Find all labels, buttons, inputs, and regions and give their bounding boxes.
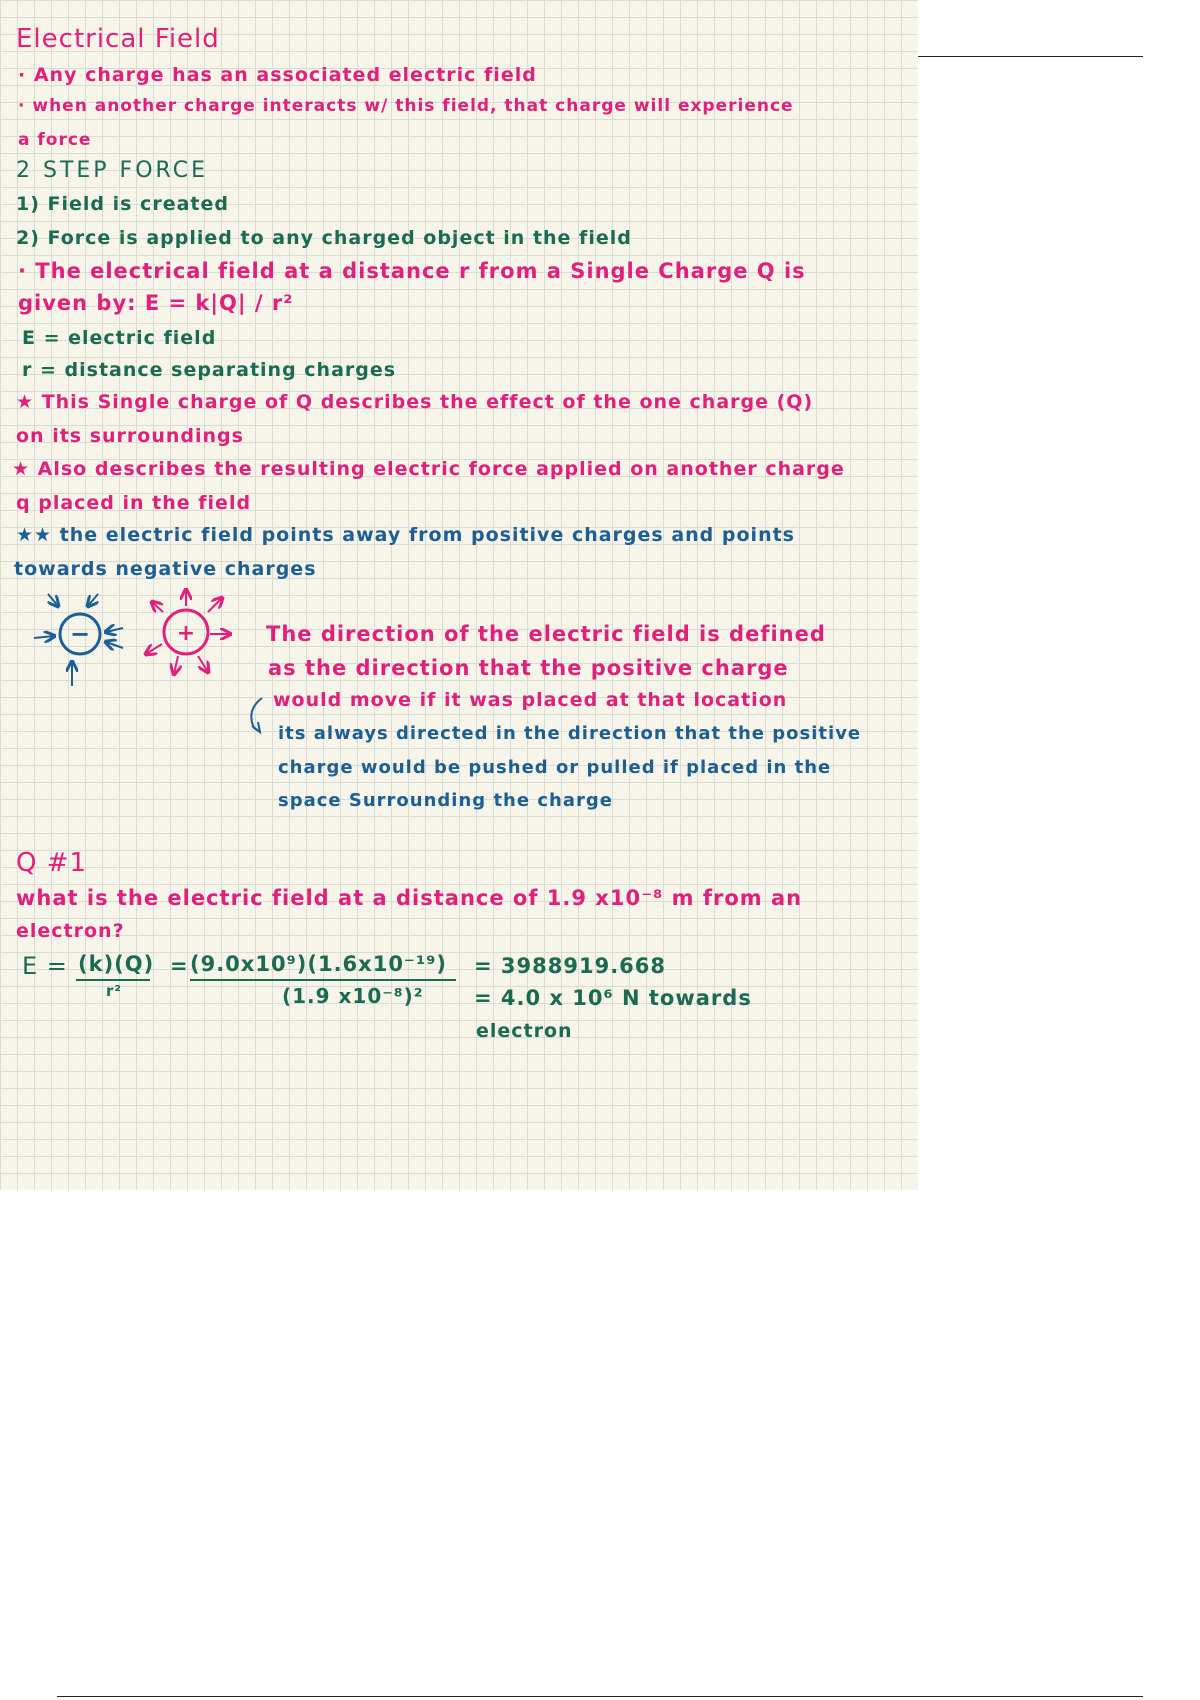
positive-symbol: +	[176, 621, 196, 646]
bullet-line-1: · Any charge has an associated electric field	[18, 64, 537, 86]
direction-line-5: charge would be pushed or pulled if placed in the	[278, 757, 832, 778]
question-text-1: what is the electric field at a distance of 1.9 x10⁻⁸ m from an	[16, 886, 803, 910]
formula-line-2: given by: E = k|Q| / r²	[18, 291, 294, 315]
top-divider	[918, 56, 1143, 57]
bullet-line-3: a force	[18, 130, 92, 150]
definition-r: r = distance separating charges	[22, 359, 397, 381]
question-text-2: electron?	[16, 920, 125, 942]
answer-result-3: electron	[476, 1020, 573, 1042]
note-line-3: ★ Also describes the resulting electric force applied on another charge	[12, 458, 845, 480]
page-title: Electrical Field	[16, 24, 220, 54]
two-step-heading: 2 STEP FORCE	[16, 158, 208, 183]
negative-symbol: −	[69, 620, 91, 648]
direction-line-6: space Surrounding the charge	[278, 790, 613, 811]
definition-e: E = electric field	[22, 327, 217, 349]
answer-result-2: = 4.0 x 10⁶ N towards	[474, 986, 752, 1010]
step-2: 2) Force is applied to any charged object in the field	[16, 227, 632, 249]
note-line-4: q placed in the field	[16, 492, 252, 514]
note-line-1: ★ This Single charge of Q describes the effect of the one charge (Q)	[16, 391, 814, 413]
direction-line-4: its always directed in the direction that the positive	[278, 723, 862, 744]
direction-line-2: as the direction that the positive charge	[268, 656, 789, 680]
direction-line-1: The direction of the electric field is defined	[266, 622, 826, 646]
answer-rhs-denominator: (1.9 x10⁻⁸)²	[282, 984, 424, 1008]
bottom-divider	[57, 1696, 1143, 1697]
question-label: Q #1	[16, 848, 88, 878]
formula-line-1: · The electrical field at a distance r from a Single Charge Q is	[18, 259, 806, 283]
note-line-6: towards negative charges	[14, 558, 317, 580]
charge-field-diagram	[28, 586, 258, 686]
answer-result-1: = 3988919.668	[474, 954, 667, 978]
answer-lhs-denominator: r²	[106, 982, 122, 1000]
direction-line-3: would move if it was placed at that location	[273, 689, 788, 711]
answer-lhs-numerator: (k)(Q)	[78, 952, 155, 976]
lhs-fraction-bar	[76, 979, 150, 981]
bracket-arrow	[244, 694, 274, 744]
answer-rhs-numerator: (9.0x10⁹)(1.6x10⁻¹⁹)	[190, 952, 448, 976]
rhs-fraction-bar	[190, 979, 456, 981]
note-line-2: on its surroundings	[16, 425, 244, 447]
answer-lhs: E =	[22, 952, 68, 980]
bullet-line-2: · when another charge interacts w/ this field, that charge will experience	[18, 96, 794, 116]
answer-equals: =	[170, 954, 189, 978]
note-line-5: ★★ the electric field points away from positive charges and points	[16, 524, 795, 546]
step-1: 1) Field is created	[16, 193, 229, 215]
